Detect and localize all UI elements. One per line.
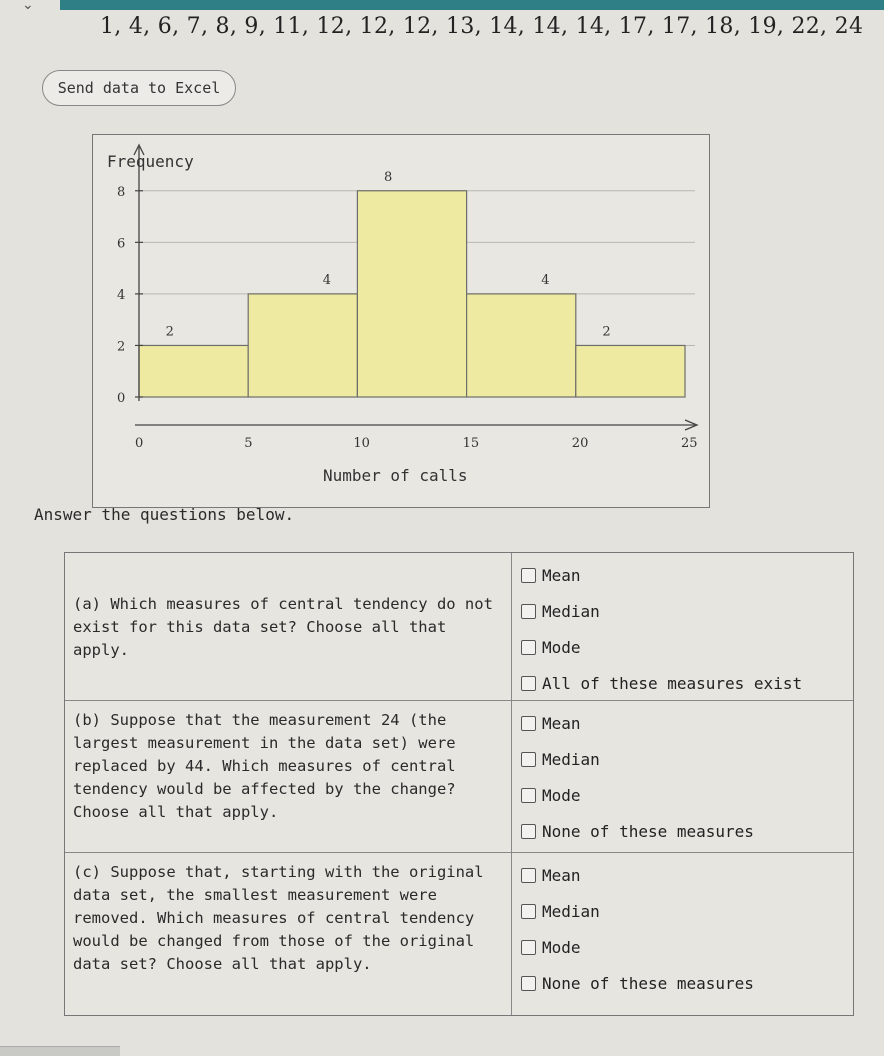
chevron-down-icon[interactable]: ⌄ [22,0,34,12]
checkbox[interactable] [521,676,536,691]
option-mode[interactable] [521,777,851,813]
histogram-bar [248,294,357,397]
option-mode[interactable] [521,929,851,965]
y-axis-label: Frequency [107,152,194,171]
option-label: Mode [542,785,581,805]
question-c-options [521,857,851,1001]
question-row-a [65,553,853,701]
y-tick-label: 6 [117,236,126,252]
checkbox[interactable] [521,904,536,919]
checkbox[interactable] [521,868,536,883]
bar-value-label: 4 [541,272,550,288]
option-median[interactable] [521,893,851,929]
checkbox[interactable] [521,604,536,619]
option-label: None of these measures [542,821,754,841]
option-label: Mode [542,937,581,957]
x-tick-label: 15 [462,436,480,451]
instructions-text: Answer the questions below. [34,505,295,524]
x-tick-label: 25 [681,436,698,451]
option-label: None of these measures [542,973,754,993]
data-set-list: 1, 4, 6, 7, 8, 9, 11, 12, 12, 12, 13, 14, 14, 14, 17, 17, 18, 19, 22, 24 [100,14,864,39]
checkbox[interactable] [521,940,536,955]
x-axis-label: Number of calls [323,466,468,485]
option-all-exist[interactable] [521,665,851,701]
x-tick-label: 20 [571,436,589,451]
question-row-c [65,853,853,1015]
checkbox[interactable] [521,976,536,991]
checkbox[interactable] [521,716,536,731]
x-tick-label: 10 [353,436,370,451]
option-label: Mode [542,637,581,657]
option-mean[interactable] [521,557,851,593]
histogram-bar [357,191,466,397]
bar-value-label: 4 [322,272,332,288]
y-tick-label: 0 [117,391,126,406]
histogram-bar [139,345,248,397]
option-label: Mean [542,713,581,733]
checkbox[interactable] [521,752,536,767]
option-label: Mean [542,565,581,585]
question-row-b [65,701,853,853]
questions-table [64,552,854,1016]
question-b-options [521,705,851,849]
checkbox[interactable] [521,824,536,839]
row-divider [511,701,512,852]
bar-value-label: 2 [165,324,174,340]
option-label: Median [542,749,600,769]
send-to-excel-button[interactable]: Send data to Excel [42,70,236,106]
option-none[interactable] [521,813,851,849]
histogram-bar [467,294,576,397]
option-label: Median [542,901,600,921]
option-label: All of these measures exist [542,673,803,693]
question-a-text: (a) Which measures of central tendency do not exist for this data set? Choose all that apply. [73,595,493,659]
option-label: Median [542,601,600,621]
x-tick-label: 5 [244,436,253,451]
x-tick-label: 0 [135,436,144,451]
question-b-text: (b) Suppose that the measurement 24 (the largest measurement in the data set) were replaced by 44. Which measures of central tendency would be affected by the change? Choose all that apply. [73,711,456,821]
question-c-text: (c) Suppose that, starting with the original data set, the smallest measurement were removed. Which measures of central tendency would be changed from those of the original data set? Choose all that apply. [73,863,484,973]
option-label: Mean [542,865,581,885]
checkbox[interactable] [521,788,536,803]
option-none[interactable] [521,965,851,1001]
row-divider [511,853,512,1015]
option-mean[interactable] [521,857,851,893]
checkbox[interactable] [521,640,536,655]
question-a-options [521,557,851,701]
histogram-svg [93,135,709,507]
y-tick-label: 8 [117,184,126,200]
y-tick-label: 2 [117,339,126,355]
histogram-bar [576,345,685,397]
y-tick-label: 4 [117,287,126,303]
row-divider [511,553,512,700]
bar-value-label: 2 [602,324,611,340]
histogram-chart [92,134,710,508]
option-median[interactable] [521,741,851,777]
option-mode[interactable] [521,629,851,665]
top-accent-bar [60,0,884,10]
checkbox[interactable] [521,568,536,583]
bar-value-label: 8 [384,169,393,185]
option-mean[interactable] [521,705,851,741]
option-median[interactable] [521,593,851,629]
